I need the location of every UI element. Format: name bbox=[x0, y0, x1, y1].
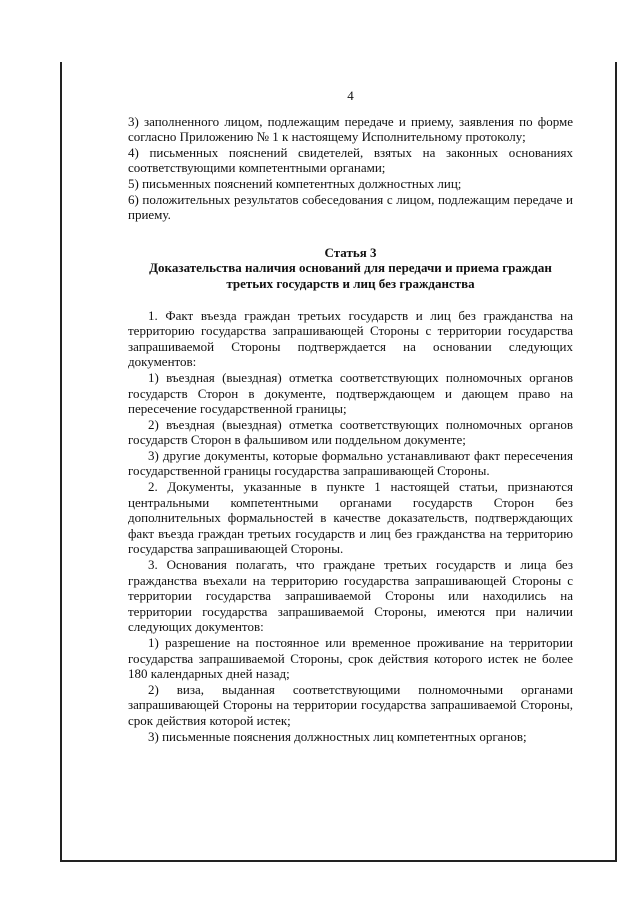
page-frame-left-border bbox=[60, 62, 62, 862]
article-heading-line: третьих государств и лиц без гражданства bbox=[226, 275, 475, 291]
list-item: 3) заполненного лицом, подлежащим передаче и приему, заявления по форме согласно Приложению № 1 к настоящему Исполнительному протоколу; bbox=[128, 113, 573, 145]
paragraph: 2. Документы, указанные в пункте 1 настоящей статьи, признаются центральными компетентными органами государств Сторон без дополнительных формальностей в качестве доказательств, подтверждающих факт въезда граждан третьих государств и лиц без гражданства на территорию государства запрашивающей Стороны. bbox=[128, 479, 573, 557]
paragraph: 1) въездная (выездная) отметка соответствующих полномочных органов государств Сторон в документе, подтверждающем и дающем право на пересечение государственной границы; bbox=[128, 369, 573, 417]
document-body bbox=[128, 88, 573, 744]
page-frame-bottom-border bbox=[60, 860, 617, 862]
article-heading bbox=[128, 260, 573, 291]
list-item: 4) письменных пояснений свидетелей, взятых на законных основаниях соответствующими компетентными органами; bbox=[128, 144, 573, 176]
paragraph: 3) письменные пояснения должностных лиц компетентных органов; bbox=[148, 728, 527, 744]
paragraph: 1) разрешение на постоянное или временное проживание на территории государства запрашиваемой Стороны, срок действия которого истек не более 180 календарных дней назад; bbox=[128, 635, 573, 682]
paragraph: 2) въездная (выездная) отметка соответствующих полномочных органов государств Сторон в фальшивом или поддельном документе; bbox=[128, 416, 573, 448]
paragraph: 3. Основания полагать, что граждане третьих государств и лица без гражданства въехали на территорию государства запрашивающей Стороны с территории государства запрашиваемой Стороны или находились на территории государства запрашиваемой Стороны, имеются при наличии следующих документов: bbox=[128, 557, 573, 635]
list-item: 6) положительных результатов собеседования с лицом, подлежащим передаче и приему. bbox=[128, 191, 573, 223]
paragraph: 2) виза, выданная соответствующими полномочными органами запрашивающей Стороны на территории государства запрашиваемой Стороны, срок действия которой истек; bbox=[128, 681, 573, 728]
page-frame-right-border bbox=[615, 62, 617, 862]
paragraph: 1. Факт въезда граждан третьих государств и лиц без гражданства на территорию государства запрашивающей Стороны с территории государства запрашиваемой Стороны подтверждается на основании следующих документов: bbox=[128, 307, 573, 370]
paragraph: 3) другие документы, которые формально устанавливают факт пересечения государственной границы государства запрашивающей Стороны. bbox=[128, 447, 573, 479]
list-item: 5) письменных пояснений компетентных должностных лиц; bbox=[128, 175, 462, 191]
article-heading-line: Доказательства наличия оснований для передачи и приема граждан bbox=[149, 260, 552, 276]
article-title: Статья 3 bbox=[324, 244, 377, 260]
page-number: 4 bbox=[347, 88, 354, 103]
